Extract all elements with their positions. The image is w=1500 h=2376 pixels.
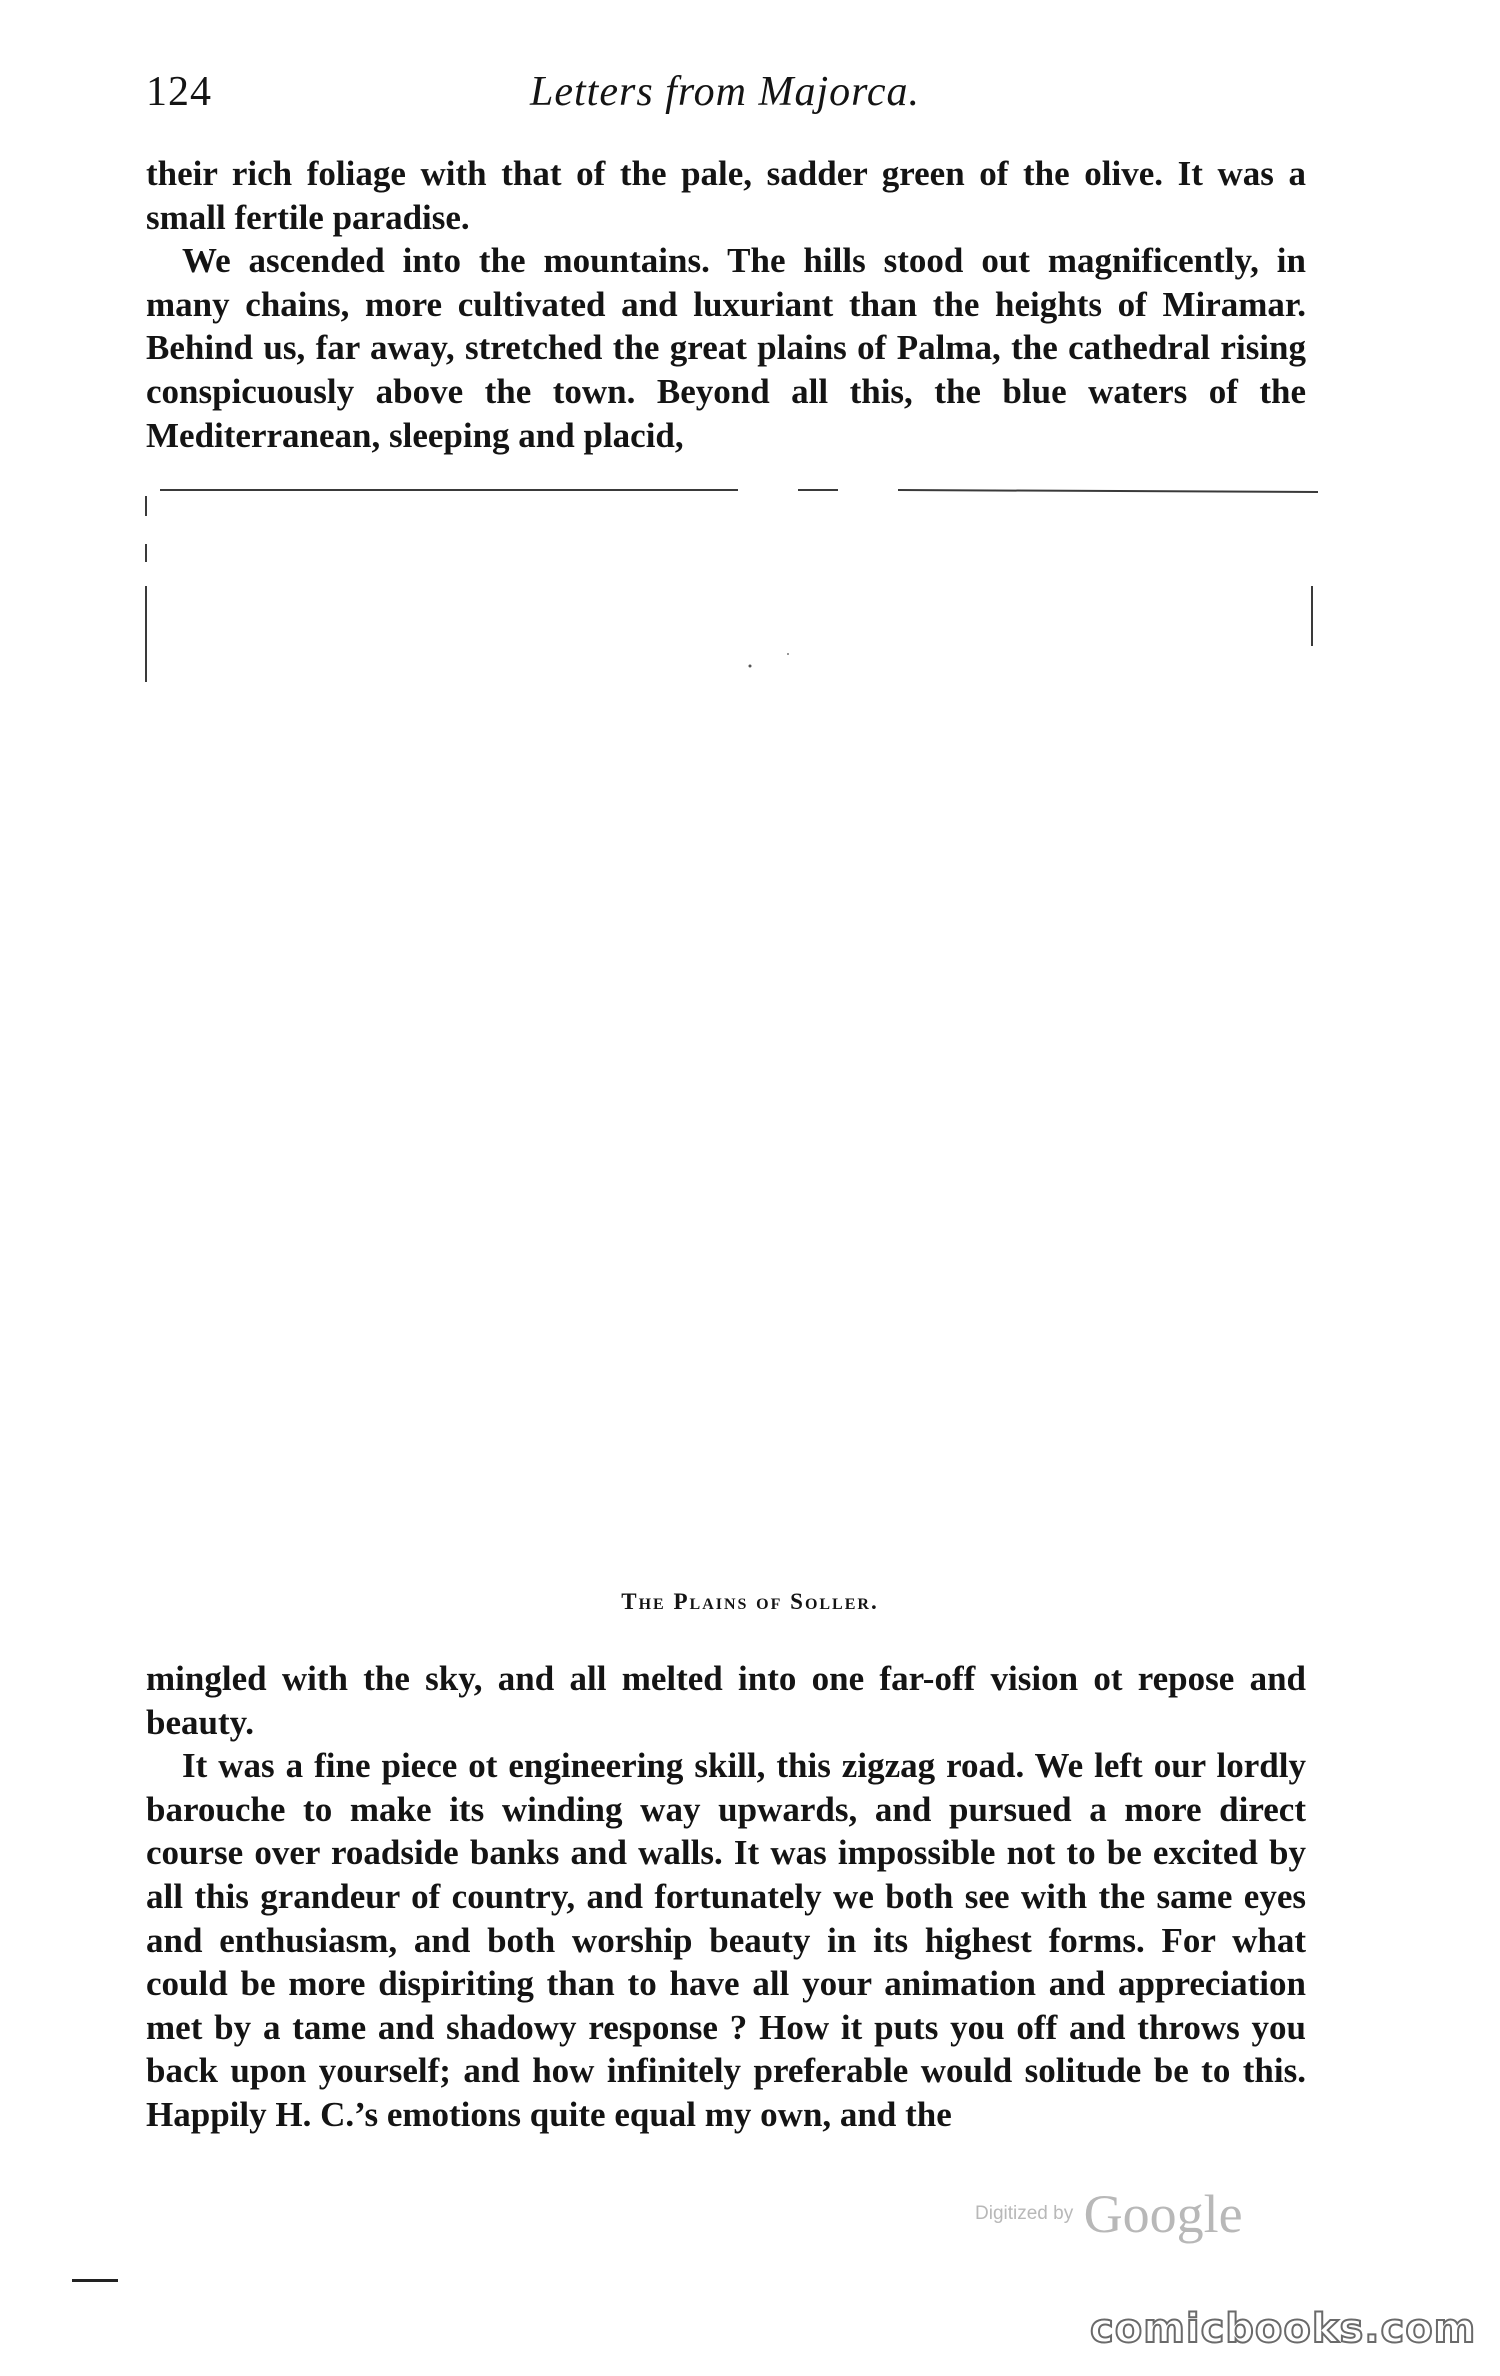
running-title: Letters from Majorca. bbox=[530, 69, 921, 115]
watermark-prefix: Digitized by bbox=[975, 2203, 1074, 2224]
margin-mark bbox=[72, 2279, 118, 2282]
paragraph: It was a fine piece ot engineering skill, this zigzag road. We left our lordly barouche to make its winding way upwards, and pursued a more direct course over roadside banks and walls. It was impossible not to be excited by all this grandeur of country, and fortunately we both see with the same eyes and enthusiasm, and both worship beauty in its highest forms. For what could be more dispiriting than to have all your animation and appreciation met by a tame and shadowy response ? How it puts you off and throws you back upon yourself; and how infinitely preferable would solitude be to this. Happily H. C.’s emotions quite equal my own, and the bbox=[146, 1746, 1306, 2134]
site-watermark: comicbooks.com bbox=[1090, 2306, 1477, 2352]
google-logo: Google bbox=[1083, 2184, 1243, 2244]
digitized-watermark bbox=[975, 2183, 1243, 2245]
paragraph: We ascended into the mountains. The hills stood out magnificently, in many chains, more cultivated and luxuriant than the heights of Miramar. Behind us, far away, stretched the great plains of Palma, the cathedral rising conspicuously above the town. Beyond all this, the blue waters of the Mediterranean, sleeping and placid, bbox=[146, 241, 1306, 455]
body-text-bottom bbox=[146, 1657, 1306, 2137]
body-text-top bbox=[146, 152, 1306, 457]
paragraph: their rich foliage with that of the pale, sadder green of the olive. It was a small fertile paradise. bbox=[146, 154, 1306, 237]
plate-caption: The Plains of Soller. bbox=[621, 1589, 879, 1614]
paragraph: mingled with the sky, and all melted into one far-off vision ot repose and beauty. bbox=[146, 1659, 1306, 1742]
page-number: 124 bbox=[146, 69, 212, 115]
plate-frame bbox=[138, 486, 1318, 686]
